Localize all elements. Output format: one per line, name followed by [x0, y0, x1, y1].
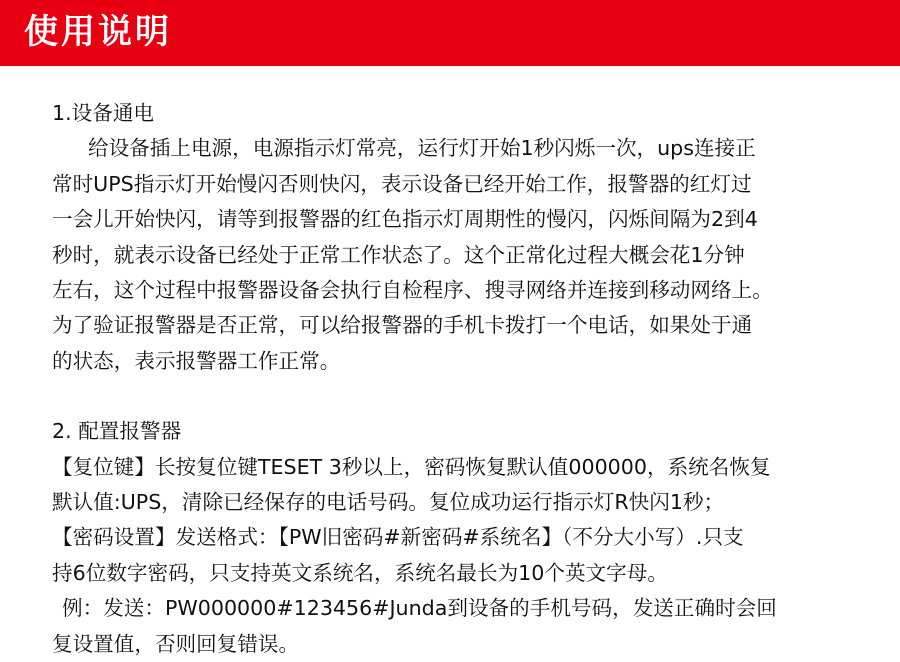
section-spacer	[52, 379, 872, 414]
section-paragraph-power-on	[52, 131, 872, 379]
paragraph-line: 默认值:UPS，清除已经保存的电话号码。复位成功运行指示灯R快闪1秒；	[52, 490, 725, 515]
paragraph-line: 【密码设置】发送格式：【PW旧密码#新密码#系统名】（不分大小写）.只支	[52, 525, 744, 550]
paragraph-line: 例：发送：PW000000#123456#Junda到设备的手机号码，发送正确时会回	[62, 596, 777, 621]
header-bar	[0, 0, 900, 66]
instructions-body	[52, 96, 872, 662]
page-title: 使用说明	[24, 12, 172, 52]
paragraph-line: 一会儿开始快闪，请等到报警器的红色指示灯周期性的慢闪，闪烁间隔为2到4	[52, 207, 758, 232]
section-heading-power-on: 1.设备通电	[52, 101, 155, 125]
paragraph-line: 左右，这个过程中报警器设备会执行自检程序、搜寻网络并连接到移动网络上。	[52, 278, 773, 303]
paragraph-line: 持6位数字密码，只支持英文系统名，系统名最长为10个英文字母。	[52, 560, 668, 585]
section-heading-configure: 2. 配置报警器	[52, 419, 182, 444]
section-paragraph-configure	[52, 450, 872, 662]
paragraph-line: 为了验证报警器是否正常，可以给报警器的手机卡拨打一个电话，如果处于通	[52, 313, 753, 338]
paragraph-line: 常时UPS指示灯开始慢闪否则快闪，表示设备已经开始工作，报警器的红灯过	[52, 171, 752, 196]
paragraph-line: 【复位键】长按复位键TESET 3秒以上，密码恢复默认值000000，系统名恢复	[52, 454, 771, 479]
paragraph-line: 给设备插上电源，电源指示灯常亮，运行灯开始1秒闪烁一次，ups连接正	[88, 136, 756, 161]
paragraph-line: 复设置值，否则回复错误。	[52, 631, 300, 656]
paragraph-line: 的状态，表示报警器工作正常。	[52, 348, 341, 373]
paragraph-line: 秒时，就表示设备已经处于正常工作状态了。这个正常化过程大概会花1分钟	[52, 242, 745, 267]
